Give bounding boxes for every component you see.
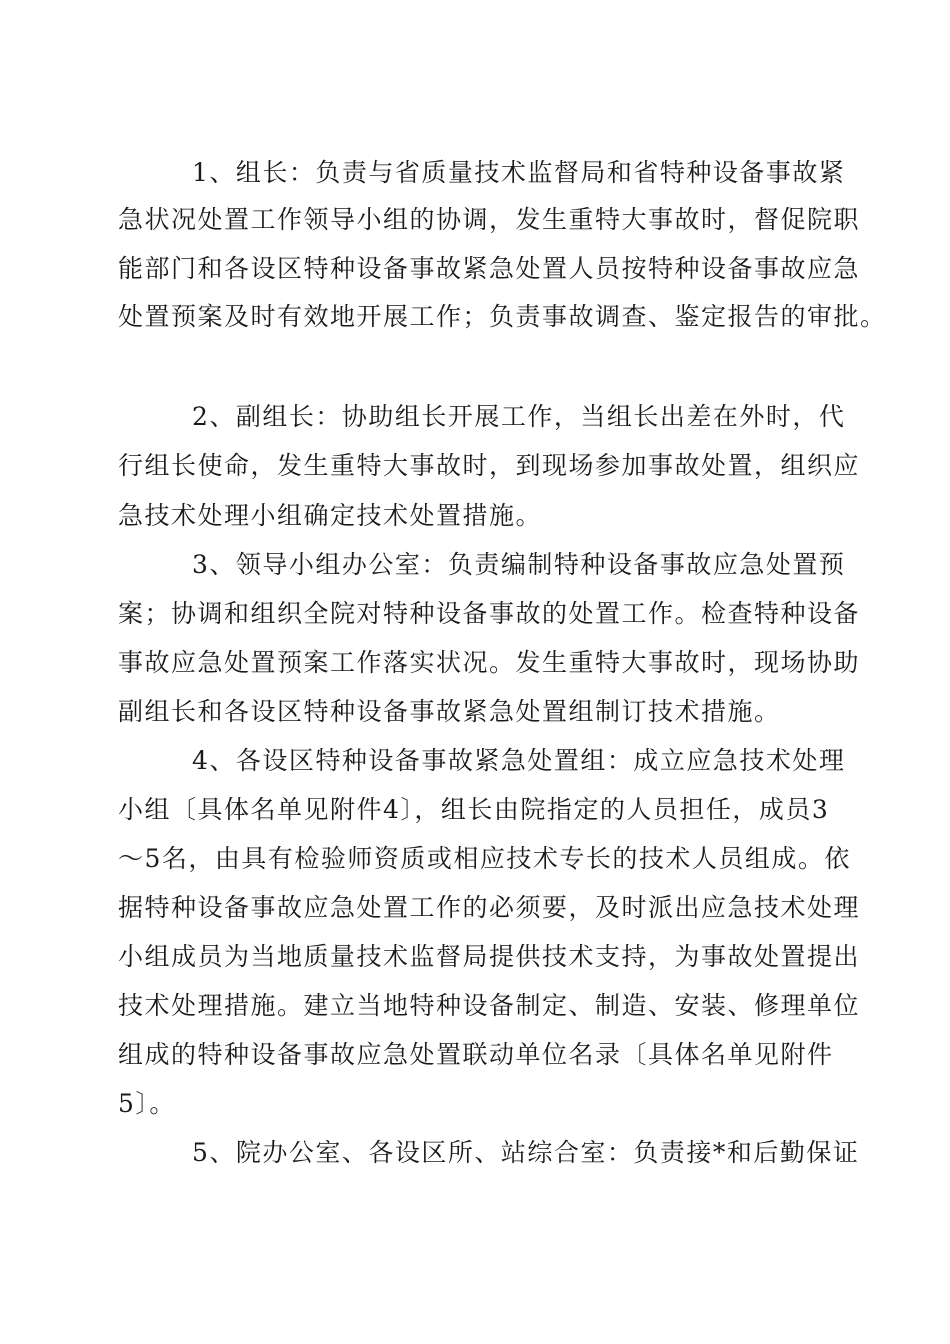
paragraph-4-line-5: 小组成员为当地质量技术监督局提供技术支持，为事故处置提出	[118, 942, 861, 971]
paragraph-3-line-3: 事故应急处置预案工作落实状况。发生重特大事故时，现场协助	[118, 648, 861, 677]
paragraph-1-line-2: 急状况处置工作领导小组的协调，发生重特大事故时，督促院职	[118, 205, 861, 234]
paragraph-4-line-7: 组成的特种设备事故应急处置联动单位名录〔具体名单见附件	[118, 1040, 834, 1069]
paragraph-4-line-8: 5〕。	[118, 1089, 176, 1118]
paragraph-3-line-2: 案；协调和组织全院对特种设备事故的处置工作。检查特种设备	[118, 599, 861, 628]
paragraph-3-line-1: 3、领导小组办公室：负责编制特种设备事故应急处置预	[192, 550, 846, 579]
paragraph-5-line-1: 5、院办公室、各设区所、站综合室：负责接*和后勤保证	[192, 1138, 860, 1167]
paragraph-4-line-1: 4、各设区特种设备事故紧急处置组：成立应急技术处理	[192, 746, 846, 775]
paragraph-3-line-4: 副组长和各设区特种设备事故紧急处置组制订技术措施。	[118, 697, 781, 726]
paragraph-4-line-2: 小组〔具体名单见附件4〕，组长由院指定的人员担任，成员3	[118, 795, 830, 824]
paragraph-4-line-6: 技术处理措施。建立当地特种设备制定、制造、安装、修理单位	[118, 991, 861, 1020]
paragraph-2-line-2: 行组长使命，发生重特大事故时，到现场参加事故处置，组织应	[118, 451, 861, 480]
paragraph-1-line-3: 能部门和各设区特种设备事故紧急处置人员按特种设备事故应急	[118, 254, 861, 283]
paragraph-2-line-3: 急技术处理小组确定技术处置措施。	[118, 501, 543, 530]
paragraph-1-line-4: 处置预案及时有效地开展工作；负责事故调查、鉴定报告的审批。	[118, 302, 887, 331]
paragraph-4-line-4: 据特种设备事故应急处置工作的必须要，及时派出应急技术处理	[118, 893, 861, 922]
paragraph-1-line-1: 1、组长：负责与省质量技术监督局和省特种设备事故紧	[192, 158, 846, 187]
paragraph-2-line-1: 2、副组长：协助组长开展工作，当组长出差在外时，代	[192, 402, 846, 431]
paragraph-4-line-3: ～5名，由具有检验师资质或相应技术专长的技术人员组成。依	[118, 844, 851, 873]
